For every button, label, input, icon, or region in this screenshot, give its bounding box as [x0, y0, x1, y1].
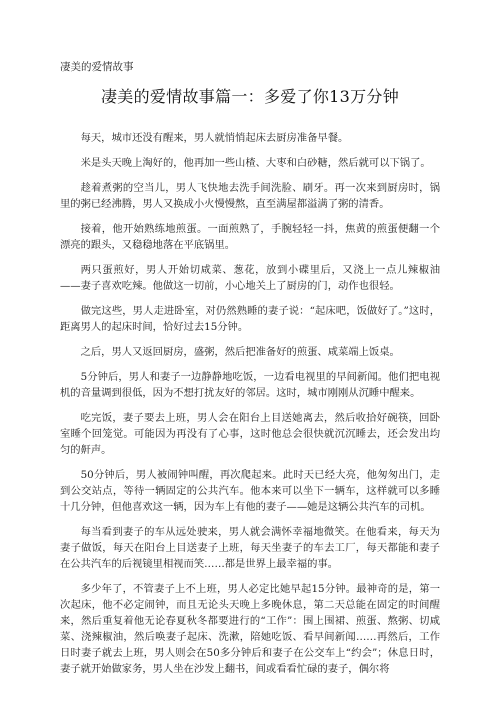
paragraph: 多少年了，不管妻子上不上班，男人必定比她早起15分钟。最神奇的是，第一次起床，他不必定闹钟，而且无论头天晚上多晚休息，第二天总能在固定的时间醒来，然后重复着他无论春夏秋冬都要进行的“工作”：围上围裙、煎蛋、熬粥、切咸菜、浇辣椒油，然后唤妻子起床、洗漱，陪她吃饭、看早间新闻……再然后，工作日时妻子就去上班，男人则会在50多分钟后和妻子在公交车上“约会”；休息日时，妻子就开始做家务，男人坐在沙发上翻书，间或看看忙碌的妻子，偶尔将: [60, 583, 440, 675]
document-body: [60, 130, 440, 677]
paragraph: 米是头天晚上淘好的，他再加一些山楂、大枣和白砂糖，然后就可以下锅了。: [80, 157, 431, 169]
paragraph: 吃完饭，妻子要去上班，男人会在阳台上目送她离去，然后收拾好碗筷，回卧室睡个回笼觉。可能因为再没有了心事，这时他总会很快就沉沉睡去，还会发出均匀的鼾声。: [60, 412, 440, 456]
paragraph: 之后，男人又返回厨房，盛粥，然后把准备好的煎蛋、咸菜端上饭桌。: [80, 346, 400, 358]
paragraph: 趁着煮粥的空当儿，男人飞快地去洗手间洗脸、刷牙。再一次来到厨房时，锅里的粥已经沸腾，男人又换成小火慢慢熬，直至满屋都溢满了粥的清香。: [60, 182, 440, 210]
paragraph: 接着，他开始熟练地煎蛋。一面煎熟了，手腕轻轻一抖，焦黄的煎蛋便翻一个漂亮的跟头，又稳稳地落在平底锅里。: [60, 223, 440, 251]
paragraph: 两只蛋煎好，男人开始切咸菜、葱花，放到小碟里后，又浇上一点儿辣椒油——妻子喜欢吃辣。他做这一切前，小心地关上了厨房的门，动作也很轻。: [60, 264, 440, 292]
running-header: 凄美的爱情故事: [60, 61, 134, 73]
paragraph: 5分钟后，男人和妻子一边静静地吃饭，一边看电视里的早间新闻。他们把电视机的音量调到很低，因为不想打扰友好的邻居。这时，城市刚刚从沉睡中醒来。: [60, 371, 440, 399]
paragraph: 做完这些，男人走进卧室，对仍然熟睡的妻子说：“起床吧，饭做好了。”这时，距离男人的起床时间，恰好过去15分钟。: [60, 305, 440, 333]
paragraph: 每当看到妻子的车从远处驶来，男人就会满怀幸福地微笑。在他看来，每天为妻子做饭，每天在阳台上目送妻子上班，每天坐妻子的车去工厂，每天都能和妻子在公共汽车的后视镜里相视而笑……都是世界上最幸福的事。: [60, 526, 440, 570]
paragraph: 每天，城市还没有醒来，男人就悄悄起床去厨房准备早餐。: [80, 132, 349, 144]
document-title: 凄美的爱情故事篇一：多爱了你13万分钟: [100, 87, 400, 106]
paragraph: 50分钟后，男人被闹钟叫醒，再次爬起来。此时天已经大亮，他匆匆出门，走到公交站点，等待一辆固定的公共汽车。他本来可以坐下一辆车，这样就可以多睡十几分钟，但他喜欢这一辆，因为车上有他的妻子——她是这辆公共汽车的司机。: [60, 469, 440, 513]
